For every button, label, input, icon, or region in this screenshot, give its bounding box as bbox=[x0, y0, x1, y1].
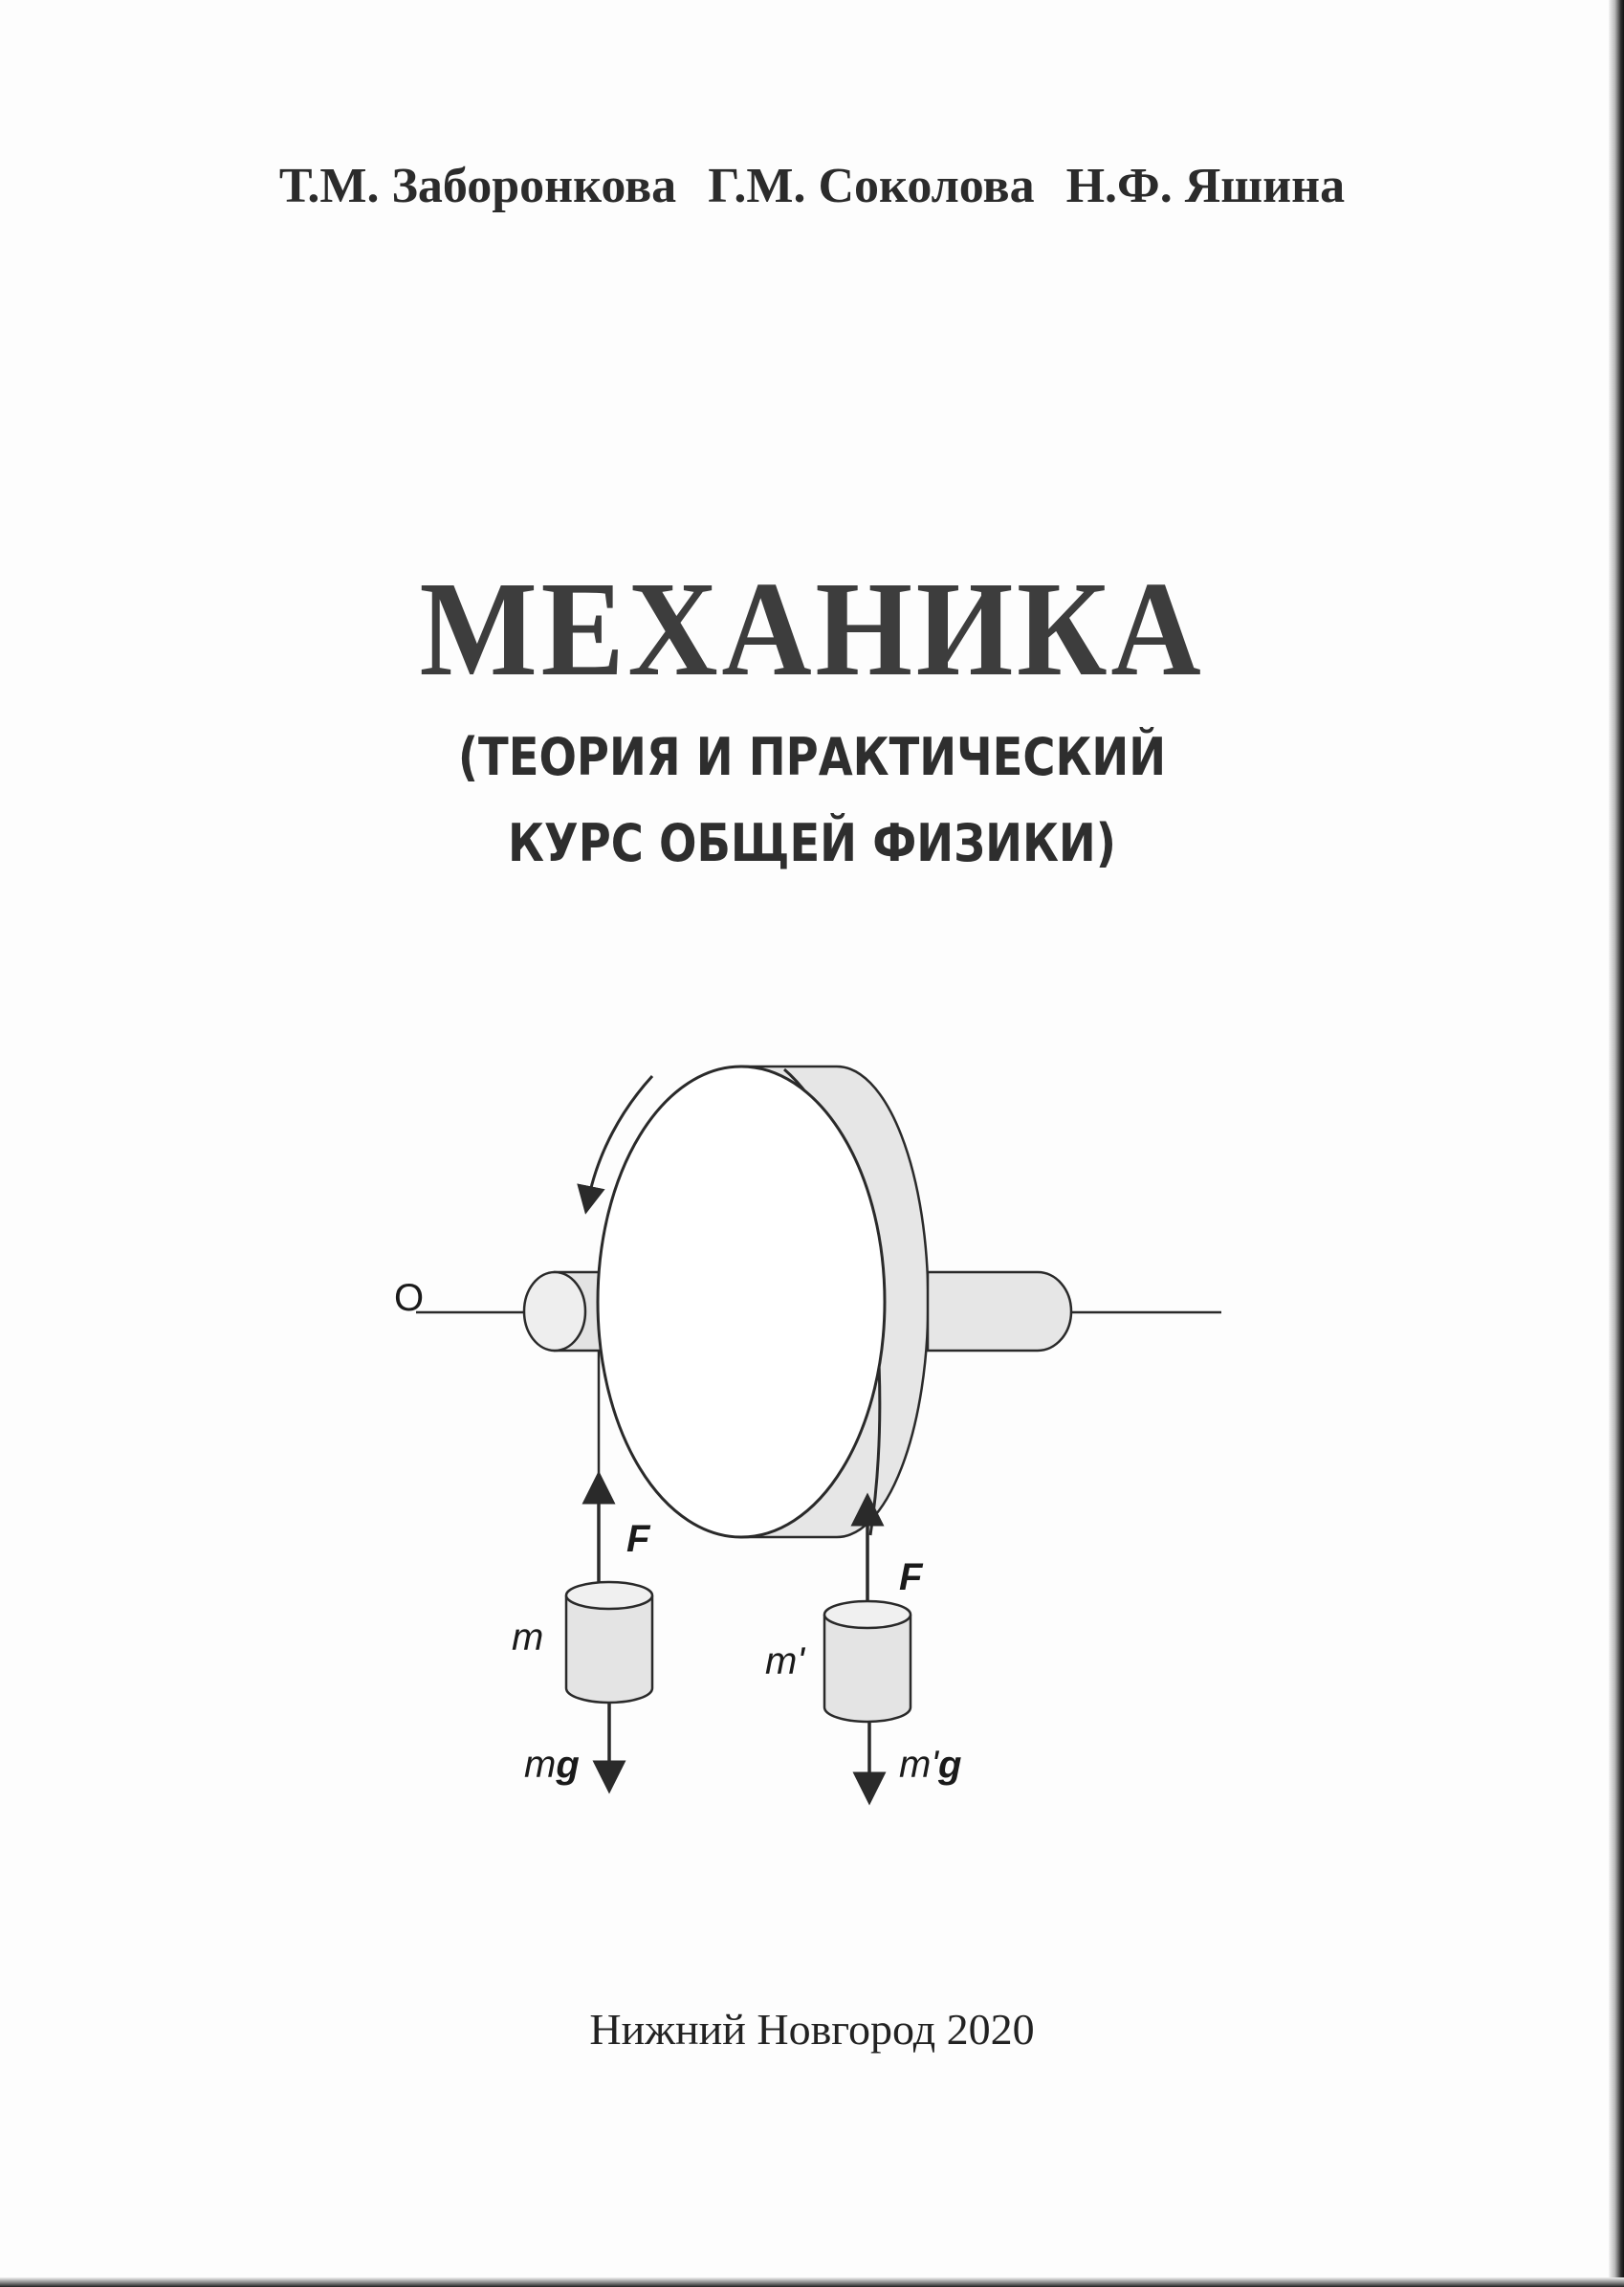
mass-right bbox=[824, 1601, 911, 1722]
imprint-city-year: Нижний Новгород 2020 bbox=[589, 2005, 1035, 2054]
book-title: МЕХАНИКА bbox=[419, 553, 1205, 704]
author-3: Н.Ф. Яшина bbox=[1065, 159, 1346, 213]
flywheel bbox=[598, 1067, 928, 1537]
mass-left bbox=[566, 1582, 652, 1703]
weight-label-left: mg bbox=[524, 1744, 580, 1786]
force-label-right: F bbox=[899, 1556, 923, 1598]
book-subtitle-line-2: КУРС ОБЩЕЙ ФИЗИКИ) bbox=[507, 813, 1117, 873]
force-label-left: F bbox=[626, 1518, 650, 1560]
weight-label-right: m'g bbox=[899, 1744, 962, 1786]
mass-label-right: m' bbox=[765, 1640, 804, 1682]
book-subtitle-line-1: (ТЕОРИЯ И ПРАКТИЧЕСКИЙ bbox=[457, 727, 1167, 787]
author-1: Т.М. Заборонкова bbox=[278, 159, 677, 213]
scan-edge-shadow-right bbox=[1609, 0, 1624, 2287]
scan-edge-shadow-bottom bbox=[0, 2277, 1624, 2287]
author-2: Г.М. Соколова bbox=[708, 159, 1035, 213]
axis-label-o: O bbox=[394, 1277, 425, 1319]
right-shaft bbox=[928, 1272, 1221, 1351]
mass-label-left: m bbox=[512, 1616, 544, 1659]
